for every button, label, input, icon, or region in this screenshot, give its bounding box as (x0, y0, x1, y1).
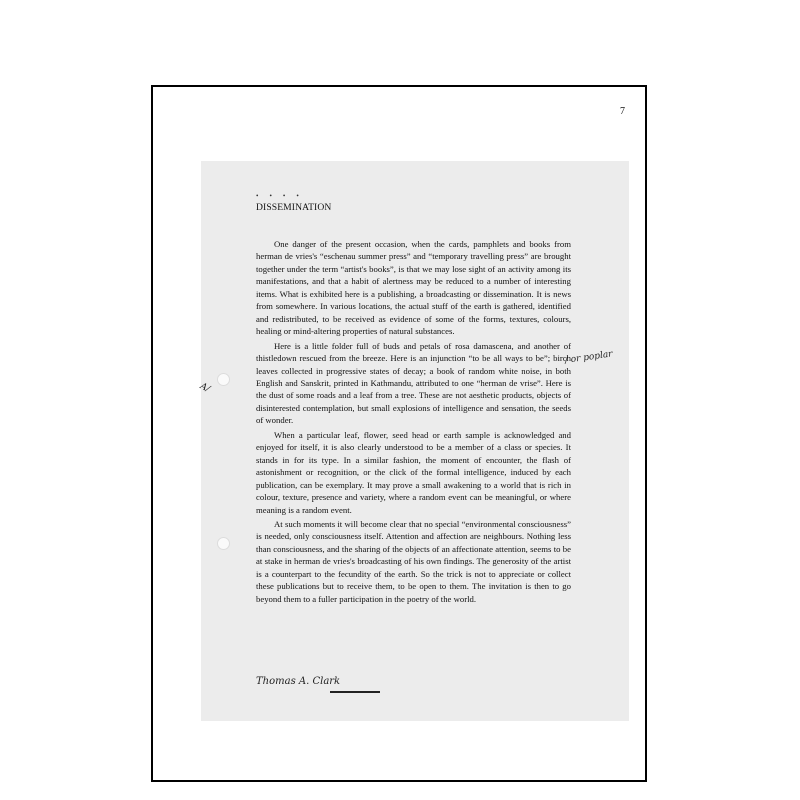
handwritten-signature: Thomas A. Clark (256, 676, 341, 687)
paragraph-2: Here is a little folder full of buds and petals of rosa damascena, and another of thistledown rescued from the breeze. Here is an injunction “to be all ways to be”; birch leaves collected in progressive states of decay; a book of random white noise, in both English and Sanskrit, printed in Kathmandu, attributed to one “herman de vrise”. Here is the dust of some roads and a leaf from a tree. These are not aesthetic products, objects of disinterested contemplation, but small explosions of intelligence and sensation, the seeds of wonder. (256, 340, 571, 426)
document-title: DISSEMINATION (256, 202, 332, 213)
punch-hole-top (217, 373, 230, 386)
paragraph-4: At such moments it will become clear that no special “environmental consciousness” is needed, only consciousness itself. Attention and affection are neighbours. Nothing less than consciousness, and the sharing of the objects of an affectionate attention, seems to be at stake in herman de vries's broadcasting of his own findings. The generosity of the artist is a counterpart to the fecundity of the earth. So the trick is not to appreciate or collect these publications but to receive them, to be open to them. The invitation is then to go beyond them to a fuller participation in the poetry of the world. (256, 518, 571, 604)
handwritten-left-mark: A/ (198, 381, 212, 395)
header-marks: •••• (256, 192, 310, 200)
document-body (256, 238, 571, 605)
paragraph-3: When a particular leaf, flower, seed head or earth sample is acknowledged and enjoyed for itself, it is also clearly understood to be a member of a class or species. It stands in for its type. In a similar fashion, the moment of encounter, the flash of astonishment or recognition, or the click of the formal intelligence, induced by each publication, can be exemplary. It may prove a small awakening to a world that is rich in colour, texture, presence and variety, where a random event can be meaningful, or where meaning is a random event. (256, 429, 571, 515)
handwritten-margin-note: / or poplar (564, 349, 614, 366)
punch-hole-bottom (217, 537, 230, 550)
paragraph-1: One danger of the present occasion, when the cards, pamphlets and books from herman de vries's “eschenau summer press” and “temporary travelling press” are brought together under the term “artist's books”, is that we may lose sight of an activity among its manifestations, and that a habit of alertness may be reduced to a number of interesting items. What is exhibited here is a publishing, a broadcasting or dissemination. It is news from somewhere. In various locations, the actual stuff of the earth is gathered, identified and redistributed, to be received as evidence of some of the forms, textures, colours, healing or mind-altering properties of natural substances. (256, 239, 571, 337)
signature-underline (330, 691, 380, 693)
page-number: 7 (620, 106, 625, 117)
